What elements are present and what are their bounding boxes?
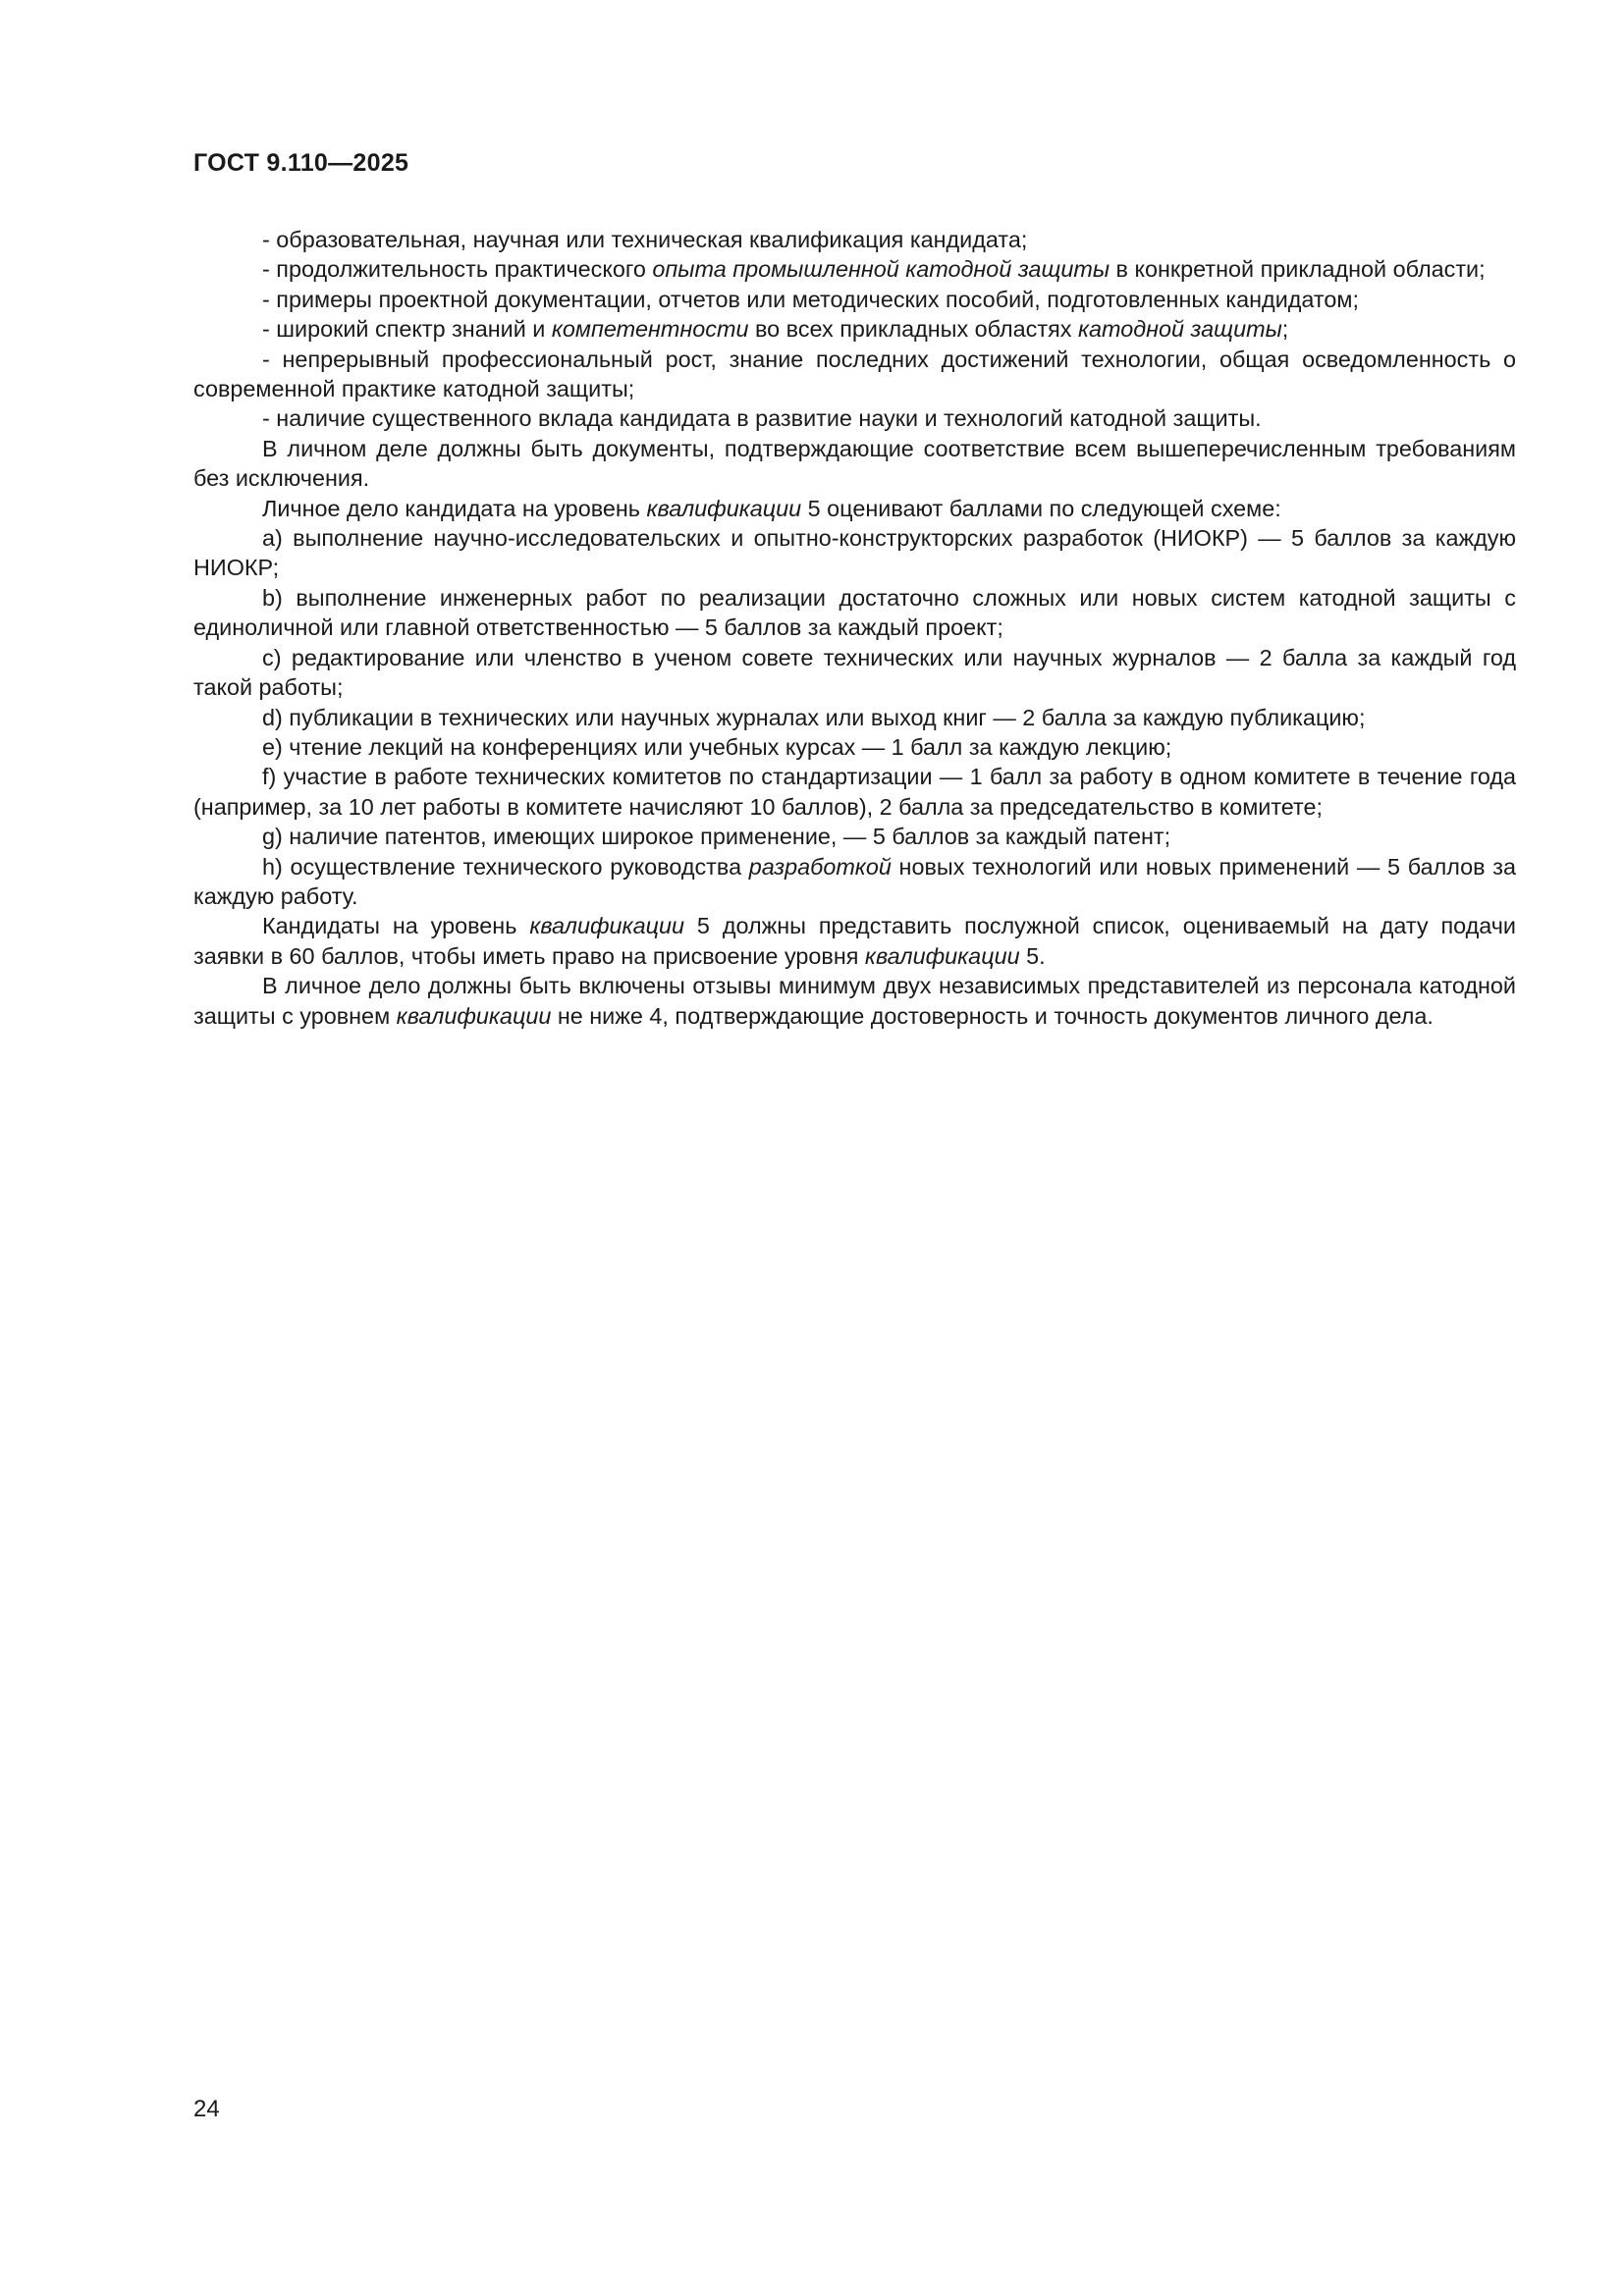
text-run: e) чтение лекций на конференциях или учебных курсах — 1 балл за каждую лекцию; [262, 733, 1172, 760]
text-run: не ниже 4, подтверждающие достоверность и точность документов личного дела. [551, 1002, 1434, 1029]
italic-term: квалификации [864, 942, 1020, 969]
text-run: В личном деле должны быть документы, подтверждающие соответствие всем вышеперечисленным требованиям без исключения. [193, 435, 1516, 492]
body-paragraph [193, 822, 1516, 851]
italic-term: квалификации [529, 913, 684, 939]
body-paragraph [193, 583, 1516, 643]
text-run: g) наличие патентов, имеющих широкое применение, — 5 баллов за каждый патент; [262, 824, 1171, 850]
text-run: во всех прикладных областях [748, 316, 1078, 343]
text-run: - наличие существенного вклада кандидата в развитие науки и технологий катодной защиты. [262, 405, 1262, 432]
text-run: d) публикации в технических или научных журналах или выход книг — 2 балла за каждую публикацию; [262, 704, 1366, 730]
body-paragraph [193, 314, 1516, 344]
body-paragraph [193, 732, 1516, 762]
italic-term: компетентности [551, 316, 749, 343]
body-paragraph [193, 971, 1516, 1031]
text-run: Кандидаты на уровень [262, 913, 530, 939]
body-paragraph [193, 762, 1516, 822]
document-code-header: ГОСТ 9.110—2025 [193, 149, 409, 177]
body-paragraph [193, 643, 1516, 703]
text-run: - широкий спектр знаний и [262, 316, 552, 343]
body-paragraph [193, 434, 1516, 494]
italic-term: катодной защиты [1077, 316, 1282, 343]
text-run: c) редактирование или членство в ученом совете технических или научных журналов — 2 балла за каждый год такой работы; [193, 644, 1516, 701]
body-paragraph [193, 911, 1516, 971]
body-paragraph [193, 494, 1516, 523]
italic-term: опыта промышленной катодной защиты [652, 256, 1110, 283]
body-paragraph [193, 523, 1516, 583]
text-run: b) выполнение инженерных работ по реализации достаточно сложных или новых систем катодной защиты с единоличной или главной ответственностью — 5 баллов за каждый проект; [193, 584, 1516, 641]
body-paragraph [193, 225, 1516, 254]
text-run: - непрерывный профессиональный рост, знание последних достижений технологии, общая осведомленность о современной практике катодной защиты; [193, 346, 1516, 402]
text-run: - продолжительность практического [262, 256, 653, 283]
text-run: ; [1281, 316, 1289, 343]
text-run: 5 оценивают баллами по следующей схеме: [801, 495, 1281, 521]
text-run: f) участие в работе технических комитетов по стандартизации — 1 балл за работу в одном комитете в течение года (например, за 10 лет работы в комитете начисляют 10 баллов), 2 балла за председательство в комитете; [193, 764, 1516, 820]
text-run: - примеры проектной документации, отчетов или методических пособий, подготовленных кандидатом; [262, 286, 1359, 312]
text-run: a) выполнение научно-исследовательских и опытно-конструкторских разработок (НИОКР) — 5 баллов за каждую НИОКР; [193, 525, 1516, 581]
body-paragraph [193, 254, 1516, 284]
text-run: Личное дело кандидата на уровень [262, 495, 647, 521]
body-paragraph [193, 285, 1516, 314]
text-run: h) осуществление технического руководства [262, 853, 749, 880]
text-run: В личное дело должны быть включены отзывы минимум двух независимых представителей из персонала катодной защиты с уровнем [193, 973, 1516, 1029]
italic-term: квалификации [646, 495, 802, 521]
document-body [193, 225, 1516, 1031]
body-paragraph [193, 403, 1516, 433]
text-run: 5 должны представить послужной список, оцениваемый на дату подачи заявки в 60 баллов, чтобы иметь право на присвоение уровня [193, 913, 1516, 969]
italic-term: разработкой [748, 853, 892, 880]
text-run: - образовательная, научная или техническая квалификация кандидата; [262, 227, 1028, 252]
text-run: в конкретной прикладной области; [1110, 256, 1486, 283]
text-run: новых технологий или новых применений — 5 баллов за каждую работу. [193, 853, 1516, 909]
body-paragraph [193, 345, 1516, 404]
body-paragraph [193, 852, 1516, 912]
body-paragraph [193, 703, 1516, 732]
page-number: 24 [193, 2096, 220, 2122]
italic-term: квалификации [396, 1002, 552, 1029]
text-run: 5. [1019, 942, 1046, 969]
